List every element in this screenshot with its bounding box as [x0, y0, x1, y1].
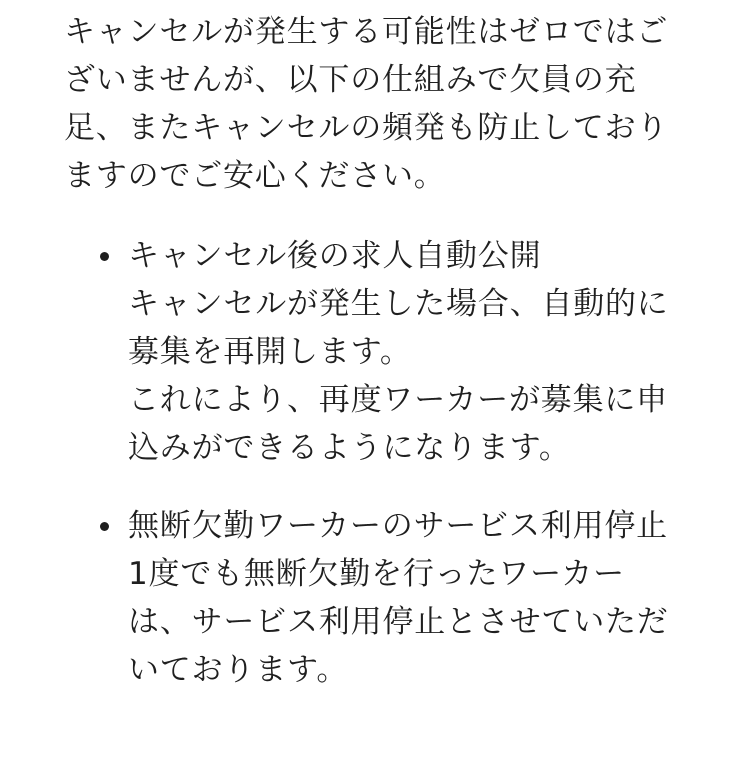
item-text-line: いております。: [128, 652, 349, 688]
intro-paragraph: [64, 8, 686, 200]
item-text-line: キャンセルが発生した場合、自動的に: [128, 286, 669, 322]
bullet-icon: [100, 522, 109, 531]
item-text-line: は、サービス利用停止とさせていただ: [128, 604, 669, 640]
intro-line: ざいませんが、以下の仕組みで欠員の充: [64, 62, 637, 98]
item-heading: キャンセル後の求人自動公開: [128, 238, 542, 274]
list-item-service-suspension: [128, 502, 698, 694]
intro-line: キャンセルが発生する可能性はゼロではご: [64, 14, 669, 50]
intro-line: ますのでご安心ください。: [64, 158, 446, 194]
intro-line: 足、またキャンセルの頻発も防止しており: [64, 110, 669, 146]
item-text-line: 1度でも無断欠勤を行ったワーカー: [128, 556, 625, 592]
item-text-line: これにより、再度ワーカーが募集に申: [128, 382, 668, 418]
bullet-icon: [100, 252, 109, 261]
list-item-auto-repost: [128, 232, 698, 472]
item-heading: 無断欠勤ワーカーのサービス利用停止: [128, 508, 668, 544]
item-text-line: 込みができるようになります。: [128, 430, 571, 466]
item-text-line: 募集を再開します。: [128, 334, 412, 370]
